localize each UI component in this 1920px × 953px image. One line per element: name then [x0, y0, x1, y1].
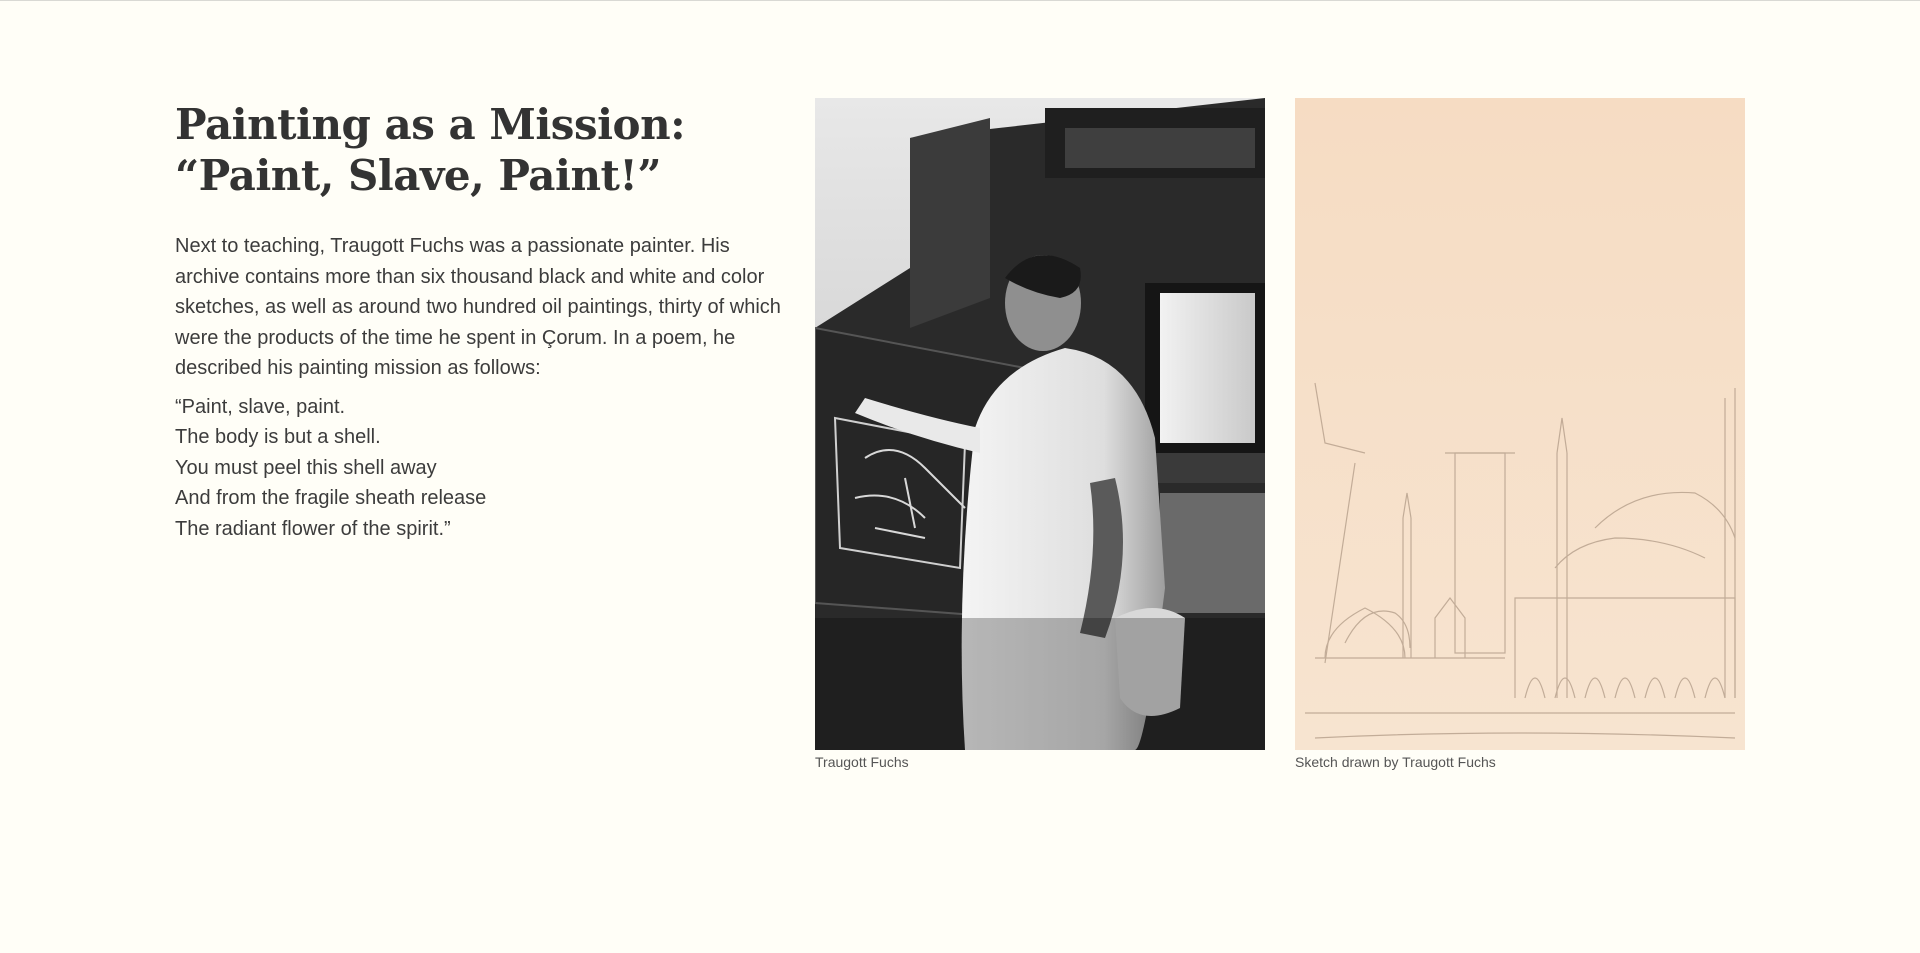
poem-line: “Paint, slave, paint. — [175, 395, 346, 418]
figure-mosque-sketch — [1295, 98, 1745, 771]
figure-painter-photo — [815, 98, 1265, 771]
poem-line: And from the fragile sheath release — [175, 487, 487, 509]
intro-paragraph: Next to teaching, Traugott Fuchs was a passionate painter. His archive contains more than six thousand black and white and color sketches, as well as around two hundred oil paintings, thirty of which were the products of the time he spent in Çorum. In a poem, he described his painting mission as follows: — [175, 235, 781, 379]
title-line-1: Painting as a Mission: — [175, 100, 686, 149]
mosque-sketch-image[interactable] — [1295, 98, 1745, 750]
poem-line: You must peel this shell away — [175, 456, 437, 479]
poem-line: The radiant flower of the spirit.” — [175, 517, 451, 540]
figure-caption: Sketch drawn by Traugott Fuchs — [1295, 754, 1496, 770]
title-line-2: “Paint, Slave, Paint!” — [175, 151, 661, 200]
poem — [175, 392, 790, 545]
article-text — [175, 99, 790, 544]
poem-line: The body is but a shell. — [175, 426, 381, 448]
page-title — [175, 99, 790, 201]
painter-photo-image[interactable] — [815, 98, 1265, 750]
figure-caption: Traugott Fuchs — [815, 754, 909, 770]
